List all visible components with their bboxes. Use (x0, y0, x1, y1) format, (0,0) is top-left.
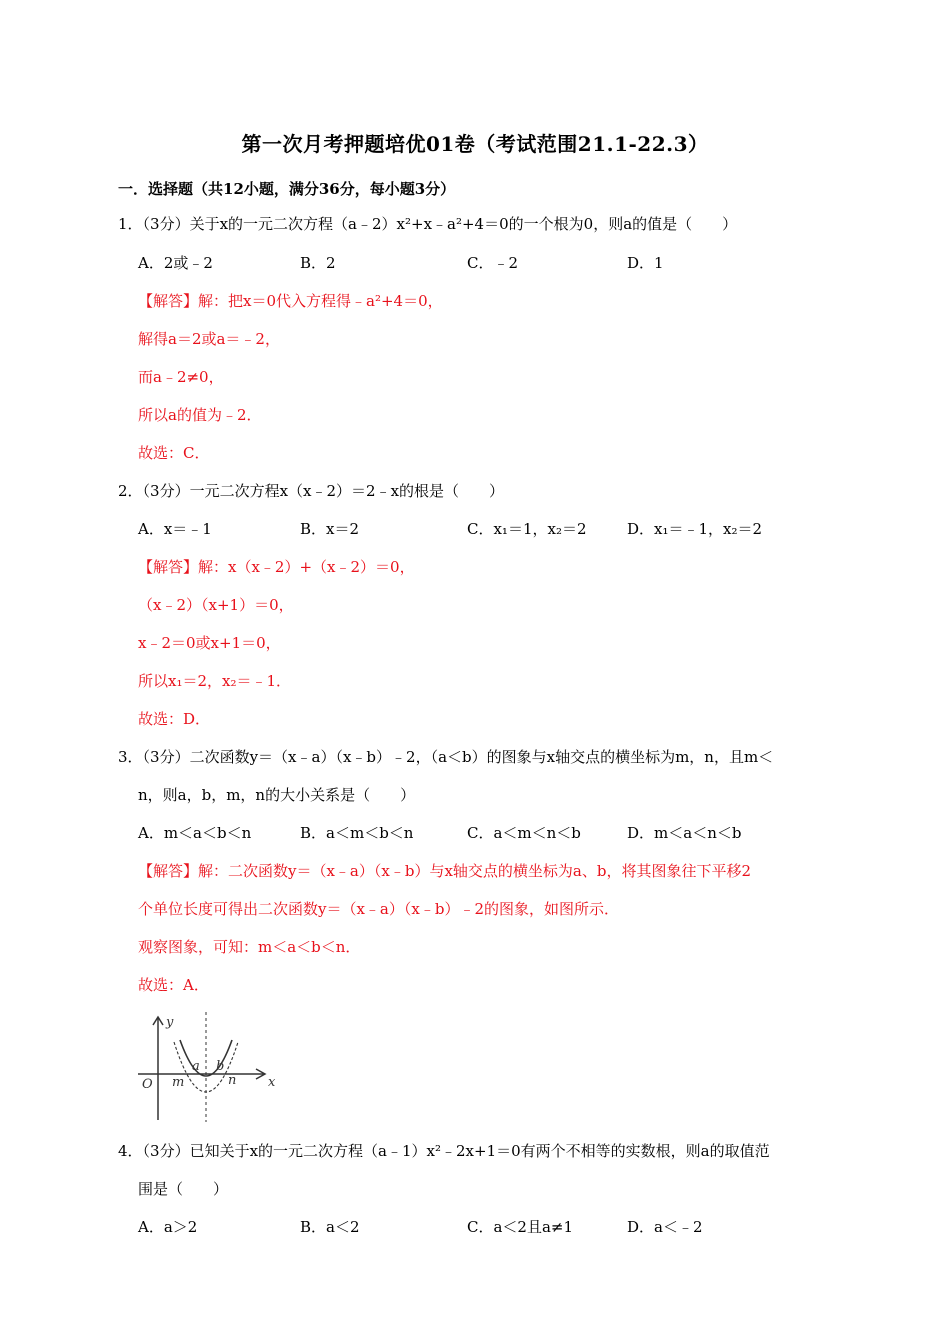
point-b-label: b (216, 1059, 225, 1074)
origin-label: O (142, 1077, 153, 1092)
q1-answer-line: 所以a的值为﹣2． (138, 406, 262, 424)
question-2-stem: 2．（3分）一元二次方程x（x﹣2）＝2﹣x的根是（ ） (118, 482, 505, 500)
section-heading: 一．选择题（共12小题，满分36分，每小题3分） (118, 180, 456, 198)
q3-answer-line: 【解答】解：二次函数y＝（x﹣a）（x﹣b）与x轴交点的横坐标为a、b，将其图象往下平移2 (138, 862, 751, 880)
question-4-stem-cont: 围是（ ） (138, 1180, 229, 1198)
q4-option-b: B．a＜2 (300, 1218, 360, 1236)
parabola-graph (136, 1012, 286, 1124)
q3-answer-line: 故选：A． (138, 976, 209, 994)
question-3-stem: 3．（3分）二次函数y＝（x﹣a）（x﹣b）﹣2，（a＜b）的图象与x轴交点的横坐标为m，n，且m＜ (118, 748, 774, 766)
question-3-stem-cont: n，则a，b，m，n的大小关系是（ ） (138, 786, 416, 804)
q3-option-d: D．m＜a＜n＜b (627, 824, 742, 842)
q3-option-b: B．a＜m＜b＜n (300, 824, 414, 842)
q2-answer-line: 所以x₁＝2，x₂＝﹣1． (138, 672, 292, 690)
point-a-label: a (192, 1059, 200, 1074)
q2-answer-line: x﹣2＝0或x+1＝0， (138, 634, 281, 652)
q3-answer-line: 观察图象，可知：m＜a＜b＜n． (138, 938, 361, 956)
q1-option-d: D．1 (627, 254, 664, 272)
document-title: 第一次月考押题培优01卷（考试范围21.1-22.3） (241, 132, 709, 156)
point-n-label: n (228, 1073, 237, 1088)
y-axis-label: y (166, 1015, 174, 1030)
q1-option-b: B．2 (300, 254, 336, 272)
q3-option-c: C．a＜m＜n＜b (467, 824, 581, 842)
point-m-label: m (172, 1075, 185, 1090)
q2-answer-line: 【解答】解：x（x﹣2）+（x﹣2）＝0， (138, 558, 415, 576)
q2-answer-line: 故选：D． (138, 710, 211, 728)
question-4-stem: 4．（3分）已知关于x的一元二次方程（a﹣1）x²﹣2x+1＝0有两个不相等的实数根，则a的取值范 (118, 1142, 770, 1160)
q1-option-c: C．﹣2 (467, 254, 519, 272)
q2-option-b: B．x＝2 (300, 520, 360, 538)
question-1-stem: 1．（3分）关于x的一元二次方程（a﹣2）x²+x﹣a²+4＝0的一个根为0，则a的值是（ ） (118, 215, 738, 233)
q1-answer-line: 解得a＝2或a＝﹣2， (138, 330, 280, 348)
q4-option-d: D．a＜﹣2 (627, 1218, 703, 1236)
q4-option-c: C．a＜2且a≠1 (467, 1218, 574, 1236)
x-axis-label: x (268, 1075, 276, 1090)
q3-answer-line: 个单位长度可得出二次函数y＝（x﹣a）（x﹣b）﹣2的图象，如图所示． (138, 900, 619, 918)
q2-option-c: C．x₁＝1，x₂＝2 (467, 520, 587, 538)
q1-answer-line: 而a﹣2≠0， (138, 368, 224, 386)
q4-option-a: A．a＞2 (138, 1218, 198, 1236)
q2-option-a: A．x＝﹣1 (138, 520, 212, 538)
q1-answer-line: 故选：C． (138, 444, 210, 462)
q1-answer-line: 【解答】解：把x＝0代入方程得﹣a²+4＝0， (138, 292, 443, 310)
q1-option-a: A．2或﹣2 (138, 254, 213, 272)
q2-option-d: D．x₁＝﹣1，x₂＝2 (627, 520, 763, 538)
q2-answer-line: （x﹣2）（x+1）＝0， (138, 596, 294, 614)
q3-option-a: A．m＜a＜b＜n (138, 824, 252, 842)
